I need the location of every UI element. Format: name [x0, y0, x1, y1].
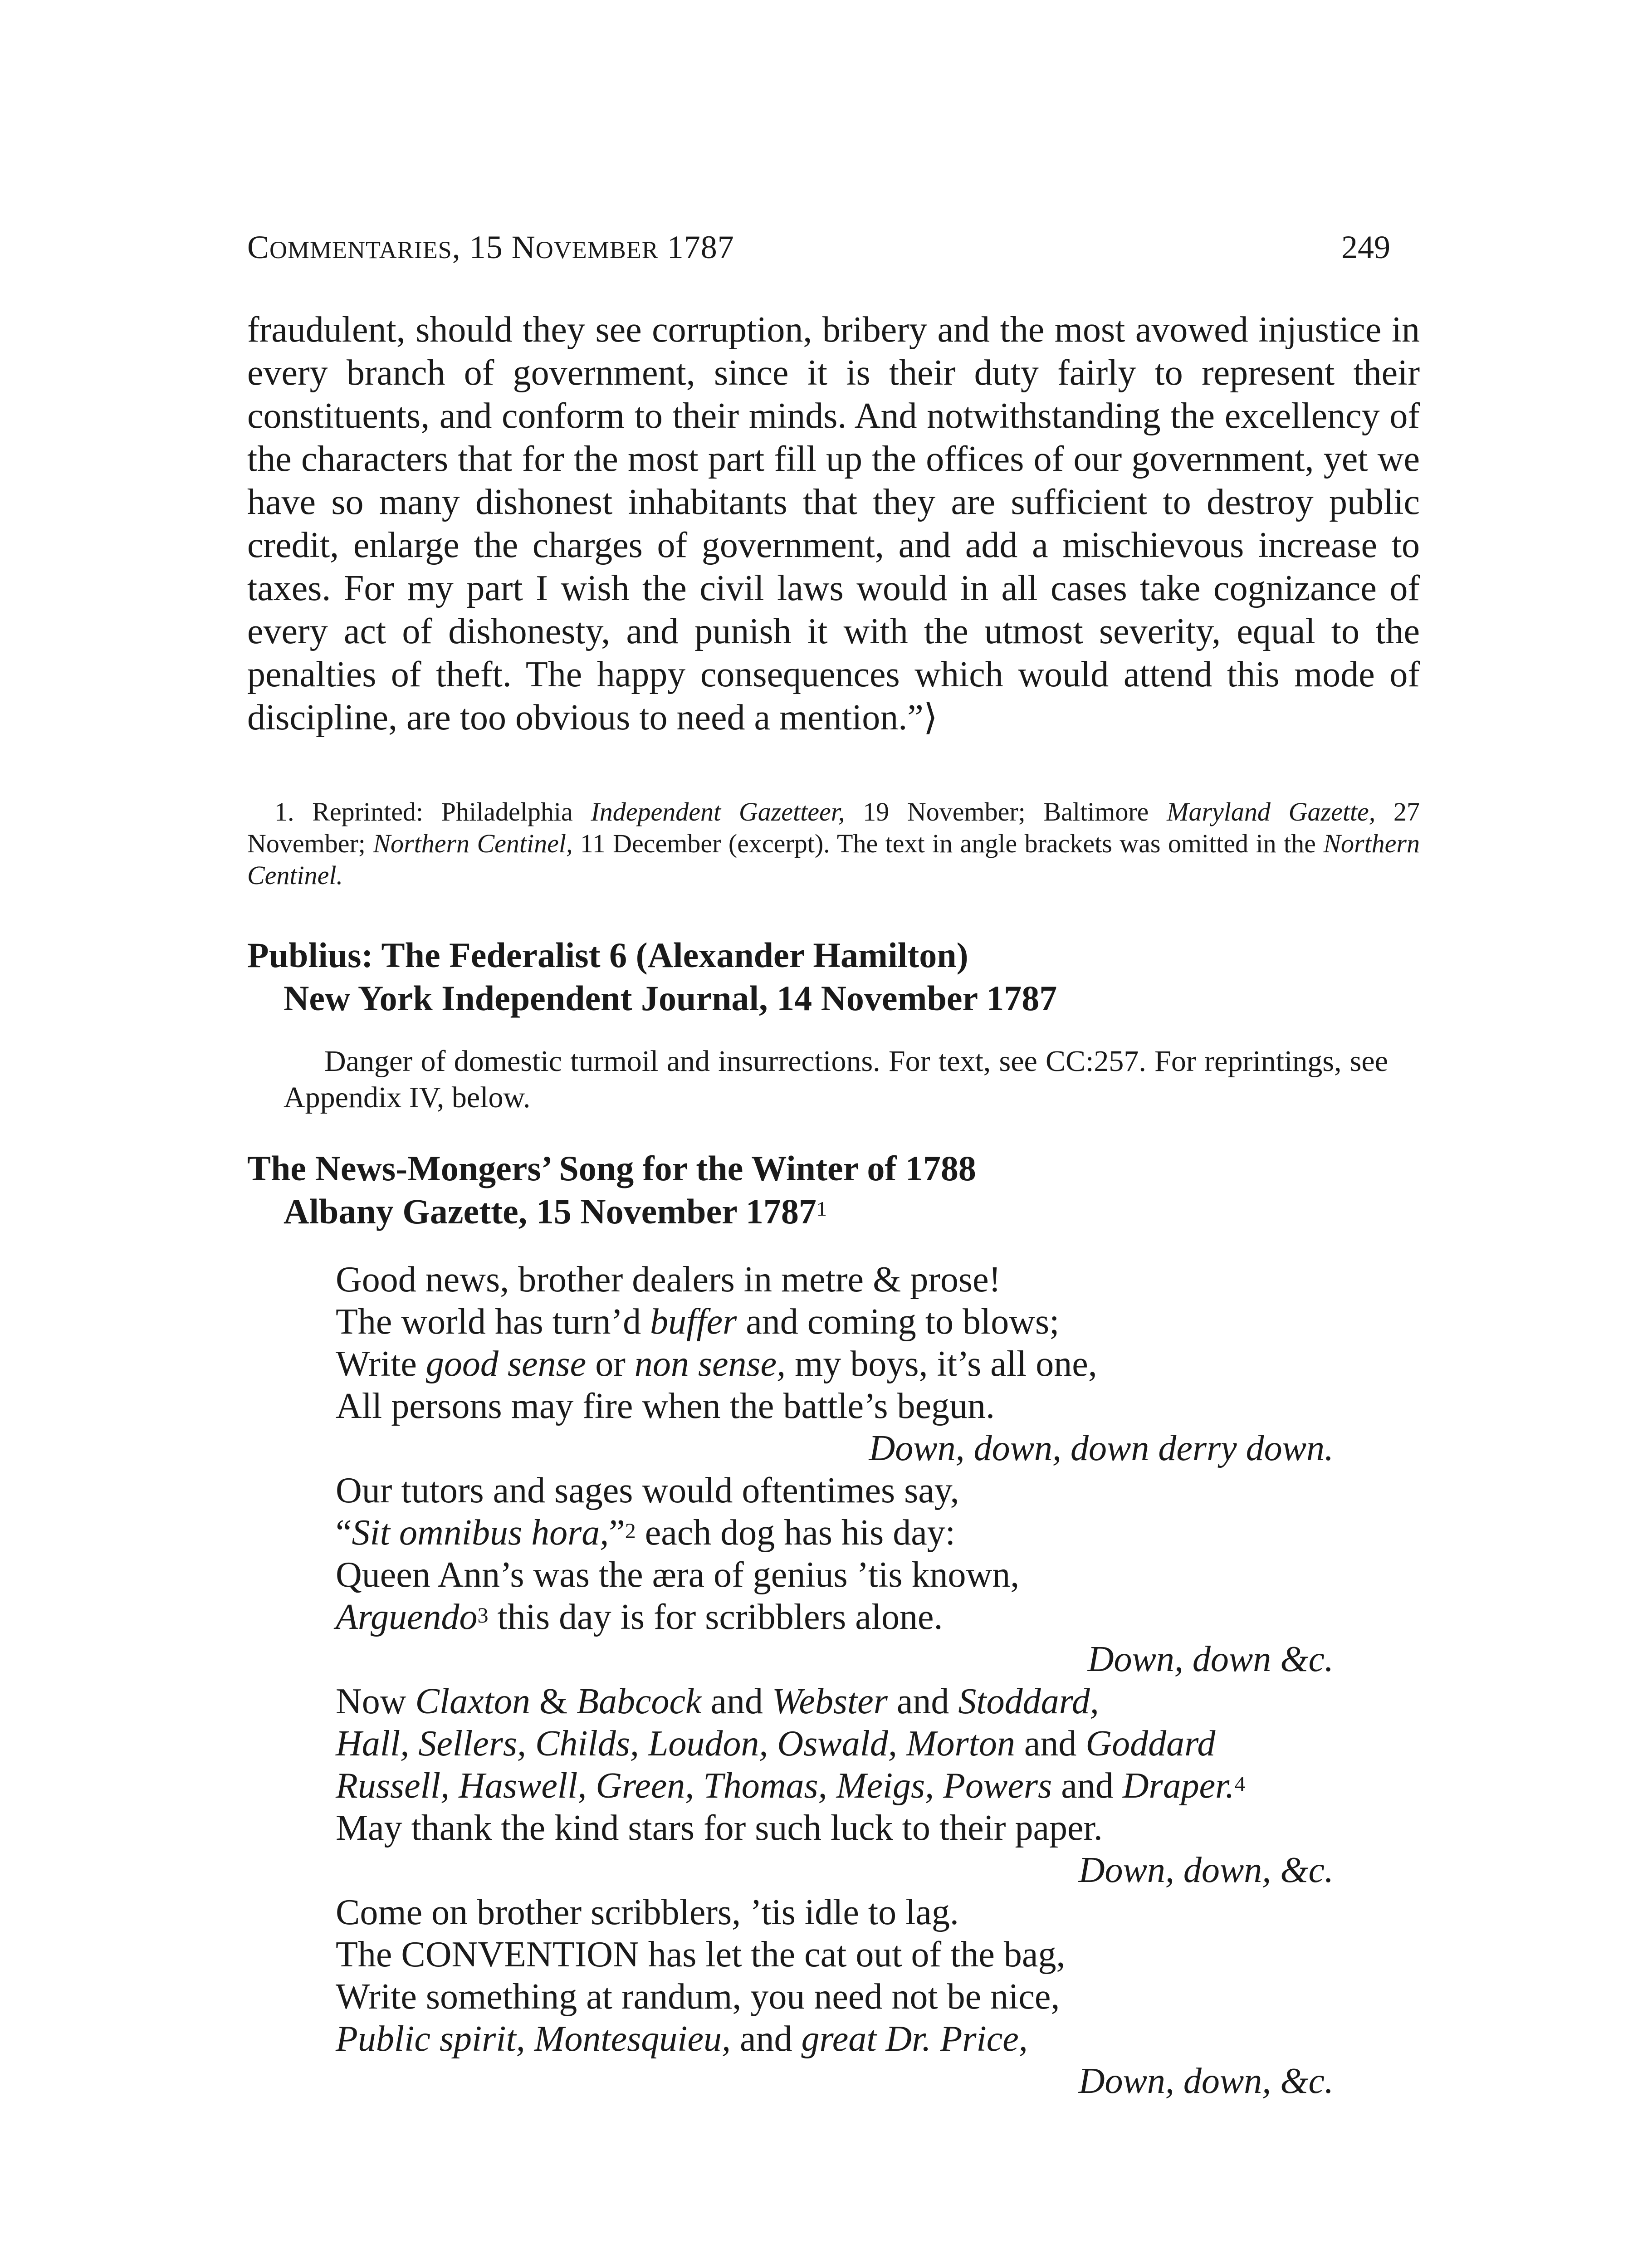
poem-italic: non sense,: [634, 1344, 786, 1384]
poem-text: “: [336, 1513, 352, 1553]
running-head-year: 1787: [658, 229, 734, 265]
poem-italic: Stoddard,: [958, 1681, 1099, 1721]
poem-text: and: [1052, 1766, 1123, 1806]
poem-line: Come on brother scribblers, ’tis idle to lag.: [336, 1892, 959, 1932]
poem-italic: Sit omnibus hora,: [352, 1513, 609, 1553]
poem-italic: buffer: [650, 1302, 737, 1342]
poem-line: Good news, brother dealers in metre & prose!: [336, 1260, 1001, 1300]
poem-italic: good sense: [425, 1344, 587, 1384]
footnote-italic: Northern Centinel.: [247, 829, 1420, 890]
section1-title: Publius: The Federalist 6 (Alexander Hamilton): [247, 935, 968, 975]
section2-title: The News-Mongers’ Song for the Winter of 1788: [247, 1149, 976, 1188]
running-head-month-smallcaps: OVEMBER: [535, 236, 659, 264]
poem-text: The world has turn’d: [336, 1302, 650, 1342]
poem-line: Our tutors and sages would oftentimes say,: [336, 1471, 959, 1510]
footnote-text: 11 December (excerpt). The text in angle brackets was omitted in the: [572, 829, 1324, 858]
poem-text: and coming to blows;: [737, 1302, 1060, 1342]
poem-refrain: Down, down, &c.: [1078, 1850, 1334, 1890]
poem-text: each dog has his day:: [636, 1513, 956, 1553]
poem-text: &: [530, 1681, 577, 1721]
footnote-marker: 2: [625, 1519, 636, 1543]
poem-line: The CONVENTION has let the cat out of the bag,: [336, 1935, 1066, 1975]
poem-italic: Claxton: [415, 1681, 530, 1721]
running-head-initial: C: [247, 229, 270, 265]
running-head-month-initial: N: [511, 229, 536, 265]
section1-summary: Danger of domestic turmoil and insurrections. For text, see CC:257. For reprintings, see Appendix IV, below.: [284, 1045, 1388, 1114]
poem-italic: great Dr. Price,: [801, 2019, 1028, 2059]
poem-text: ”: [609, 1513, 625, 1553]
poem-refrain: Down, down &c.: [1087, 1639, 1334, 1679]
page-number: 249: [1341, 229, 1390, 265]
running-head-smallcaps: OMMENTARIES: [269, 236, 452, 264]
section2-subtitle-text: Albany Gazette, 15 November 1787: [284, 1192, 816, 1231]
poem-refrain: Down, down, &c.: [1078, 2061, 1334, 2101]
poem-text: my boys, it’s all one,: [786, 1344, 1097, 1384]
footnote: [247, 796, 1420, 891]
poem-refrain: Down, down, down derry down.: [869, 1428, 1334, 1468]
footnote-marker: 4: [1234, 1772, 1246, 1796]
running-head-date: , 15: [452, 229, 512, 265]
poem-line: Queen Ann’s was the æra of genius ’tis known,: [336, 1555, 1020, 1595]
body-paragraph: fraudulent, should they see corruption, bribery and the most avowed injustice in every branch of government, since it is their duty fairly to represent their constituents, and conform to their minds. And notwithstanding the excellency of the characters that for the most part fill up the offices of our government, yet we have so many dishonest inhabitants that they are sufficient to destroy public credit, enlarge the charges of government, and add a mischievous increase to taxes. For my part I wish the civil laws would in all cases take cognizance of every act of dishonesty, and punish it with the utmost severity, equal to the penalties of theft. The happy consequences which would attend this mode of discipline, are too obvious to need a mention.”⟩: [247, 310, 1420, 738]
poem-text: Now: [336, 1681, 416, 1721]
poem-text: and: [1015, 1724, 1086, 1764]
poem-italic: Hall, Sellers, Childs, Loudon, Oswald, Morton: [336, 1724, 1015, 1764]
running-head: [247, 227, 734, 270]
poem-italic: Babcock: [577, 1681, 702, 1721]
poem-line: [336, 1765, 1334, 1807]
poem-line: [336, 1723, 1334, 1765]
poem-line: [336, 1681, 1334, 1723]
poem-text: Write: [336, 1344, 426, 1384]
footnote-marker: 1: [816, 1197, 827, 1220]
footnote-text: 1. Reprinted: Philadelphia: [274, 797, 591, 826]
poem-italic: Arguendo: [336, 1597, 478, 1637]
poem-line: [336, 1301, 1334, 1343]
footnote-marker: 3: [477, 1603, 489, 1628]
poem-line: [336, 2018, 1334, 2060]
poem-text: and: [887, 1681, 958, 1721]
footnote-text: 27 November;: [247, 797, 1420, 858]
poem-italic: Webster: [772, 1681, 888, 1721]
poem-text: and: [701, 1681, 772, 1721]
poem-italic: Russell, Haswell, Green, Thomas, Meigs, Powers: [336, 1766, 1052, 1806]
running-header: [247, 227, 1390, 268]
poem-italic: Public spirit, Montesquieu,: [336, 2019, 731, 2059]
poem-text: and: [731, 2019, 802, 2059]
footnote-text: 19 November; Baltimore: [845, 797, 1167, 826]
footnote-italic: Northern Centinel,: [373, 829, 573, 858]
footnote-italic: Maryland Gazette,: [1167, 797, 1376, 826]
poem-italic: Goddard: [1085, 1724, 1216, 1764]
poem-italic: Draper.: [1122, 1766, 1235, 1806]
poem-line: All persons may fire when the battle’s begun.: [336, 1386, 995, 1426]
poem-text: or: [586, 1344, 635, 1384]
poem-line: [336, 1596, 1334, 1638]
section2-subtitle: [284, 1191, 827, 1232]
poem-text: this day is for scribblers alone.: [488, 1597, 943, 1637]
poem-line: May thank the kind stars for such luck to their paper.: [336, 1808, 1103, 1848]
footnote-italic: Independent Gazetteer,: [591, 797, 845, 826]
poem-line: [336, 1343, 1334, 1385]
poem: [336, 1259, 1334, 2102]
poem-line: Write something at randum, you need not be nice,: [336, 1977, 1060, 2017]
section1-subtitle: New York Independent Journal, 14 November 1787: [284, 978, 1057, 1018]
poem-line: [336, 1512, 1334, 1554]
